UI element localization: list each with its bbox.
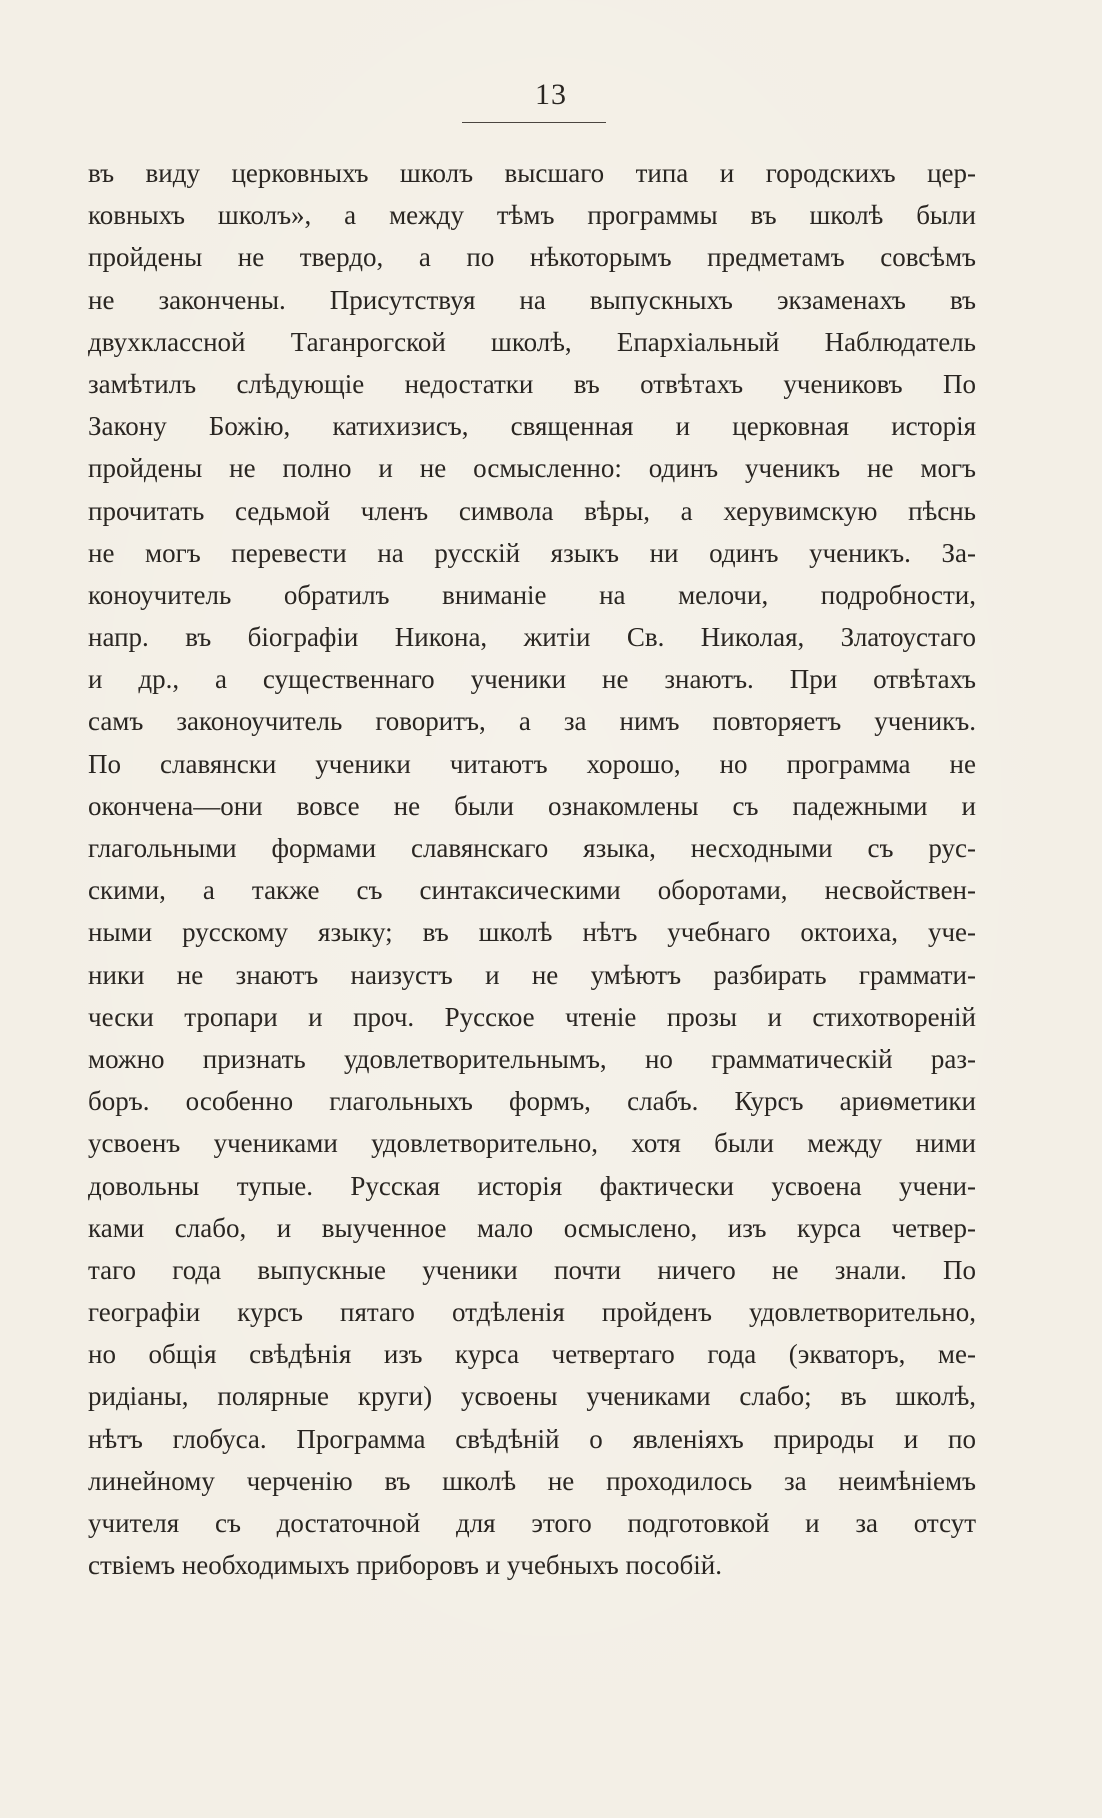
text-line: не могъ перевести на русскій языкъ ни одинъ ученикъ. За- [88, 537, 976, 568]
text-line: ридіаны, полярные круги) усвоены учениками слабо; въ школѣ, [88, 1381, 976, 1412]
text-line: Закону Божію, катихизисъ, священная и церковная исторія [88, 411, 976, 442]
page-number: 13 [535, 78, 567, 111]
text-line: нѣтъ глобуса. Программа свѣдѣній о явленіяхъ природы и по [88, 1423, 976, 1454]
text-line: въ виду церковныхъ школъ высшаго типа и городскихъ цер- [88, 158, 976, 188]
text-line: и др., а существеннаго ученики не знаютъ. При отвѣтахъ [88, 664, 976, 695]
header-rule [462, 122, 606, 123]
text-line: довольны тупые. Русская исторія фактически усвоена учени- [88, 1170, 976, 1201]
text-line: ствіемъ необходимыхъ приборовъ и учебныхъ пособій. [88, 1550, 722, 1581]
text-line: окончена—они вовсе не были ознакомлены съ падежными и [88, 790, 976, 821]
text-line: таго года выпускные ученики почти ничего не знали. По [88, 1254, 976, 1285]
body-text [88, 152, 976, 1586]
text-line: чески тропари и проч. Русское чтеніе прозы и стихотвореній [88, 1001, 976, 1032]
text-line: ники не знаютъ наизустъ и не умѣютъ разбирать граммати- [88, 959, 976, 990]
text-line: скими, а также съ синтаксическими оборотами, несвойствен- [88, 875, 976, 906]
text-line: По славянски ученики читаютъ хорошо, но программа не [88, 748, 976, 779]
text-line: двухклассной Таганрогской школѣ, Епархіальный Наблюдатель [88, 326, 976, 357]
text-line: учителя съ достаточной для этого подготовкой и за отсут [88, 1508, 976, 1538]
text-line: не закончены. Присутствуя на выпускныхъ экзаменахъ въ [88, 284, 976, 315]
text-line: самъ законоучитель говоритъ, а за нимъ повторяетъ ученикъ. [88, 706, 976, 737]
text-line: ными русскому языку; въ школѣ нѣтъ учебнаго октоиха, уче- [88, 917, 976, 948]
text-line: но общія свѣдѣнія изъ курса четвертаго года (экваторъ, ме- [88, 1339, 976, 1370]
text-line: пройдены не полно и не осмысленно: одинъ ученикъ не могъ [88, 453, 976, 484]
text-line: боръ. особенно глагольныхъ формъ, слабъ. Курсъ ариѳметики [88, 1086, 976, 1117]
text-line: коноучитель обратилъ вниманіе на мелочи, подробности, [88, 579, 976, 610]
text-line: замѣтилъ слѣдующіе недостатки въ отвѣтахъ учениковъ По [88, 368, 976, 399]
text-line: географіи курсъ пятаго отдѣленія пройденъ удовлетворительно, [88, 1297, 976, 1328]
text-line: ковныхъ школъ», а между тѣмъ программы въ школѣ были [88, 200, 976, 231]
text-line: напр. въ біографіи Никона, житіи Св. Николая, Златоустаго [88, 622, 976, 653]
text-line: усвоенъ учениками удовлетворительно, хотя были между ними [88, 1128, 976, 1159]
text-line: ками слабо, и выученное мало осмыслено, изъ курса четвер- [88, 1212, 976, 1243]
text-line: прочитать седьмой членъ символа вѣры, а херувимскую пѣснь [88, 495, 976, 526]
text-line: можно признать удовлетворительнымъ, но грамматическій раз- [88, 1043, 976, 1074]
text-line: пройдены не твердо, а по нѣкоторымъ предметамъ совсѣмъ [88, 242, 976, 273]
text-line: линейному черченію въ школѣ не проходилось за неимѣніемъ [88, 1465, 976, 1496]
text-line: глагольными формами славянскаго языка, несходными съ рус- [88, 833, 976, 863]
